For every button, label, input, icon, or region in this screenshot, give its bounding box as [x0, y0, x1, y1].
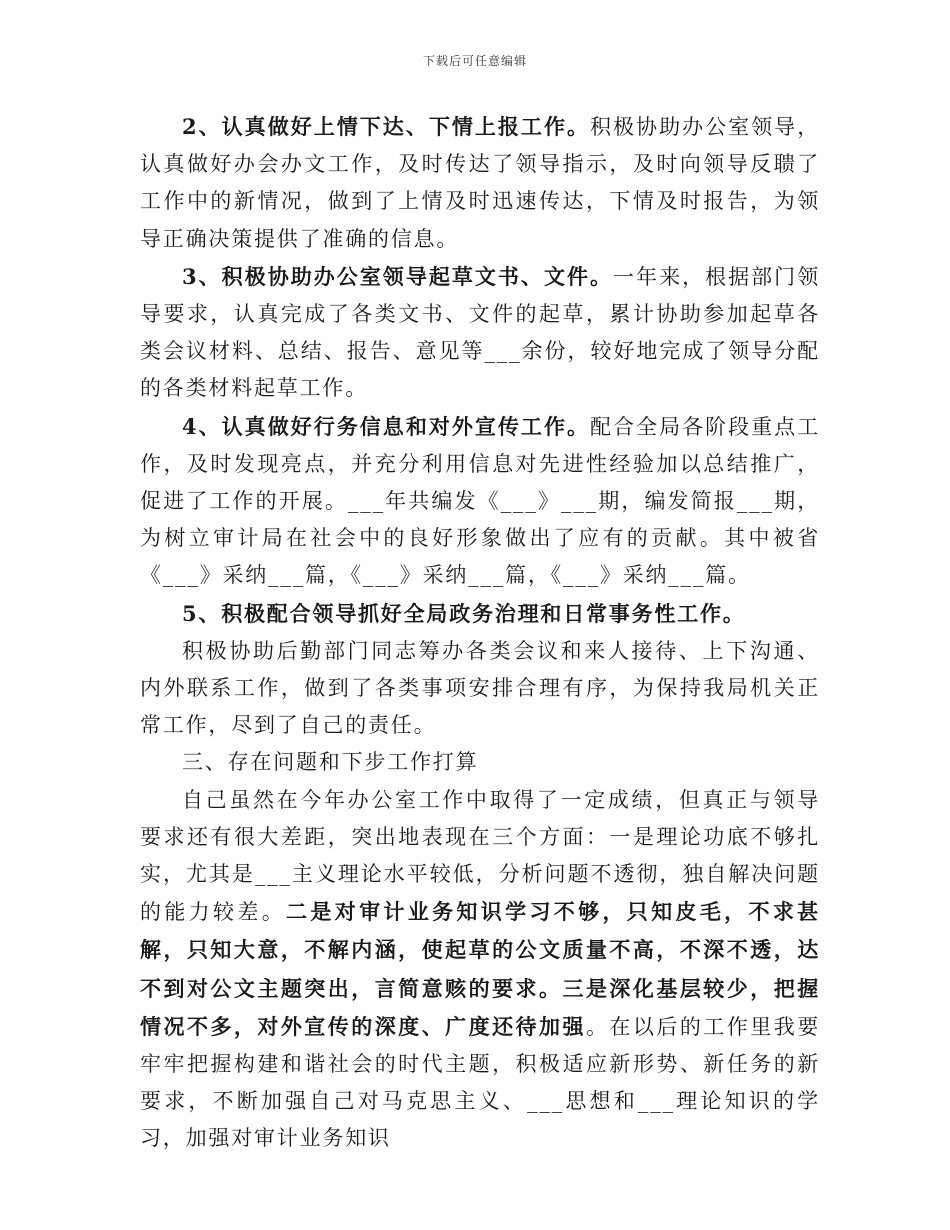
- page-header: 下载后可任意编辑: [422, 54, 527, 68]
- paragraph-text: 一年来，根据部门领导要求，认真完成了各类文书、文件的起草，累计协助参加起草各类会议材料、总结、报告、意见等___余份，较好地完成了领导分配的各类材料起草工作。: [140, 264, 821, 401]
- paragraph-text: 积极协助后勤部门同志筹办各类会议和来人接待、上下沟通、内外联系工作，做到了各类事项安排合理有序，为保持我局机关正常工作，尽到了自己的责任。: [140, 638, 820, 738]
- paragraph-support-work: [140, 633, 820, 745]
- paragraph-text: 自己虽然在今年办公室工作中取得了一定成绩，但真正与领导要求还有很大差距，突出地表现在三个方面：一是理论功底不够扎实，尤其是___主义理论水平较低，分析问题不透彻，独自解决问题的能力较差。: [140, 787, 820, 925]
- paragraph-item-2: [140, 108, 820, 258]
- paragraph-text: 配合全局各阶段重点工作，及时发现亮点，并充分利用信息对先进性经验加以总结推广，促进了工作的开展。___年共编发《___》___期，编发简报___期，为树立审计局在社会中的良好形象做出了应有的贡献。其中被省《___》采纳___篇，《___》采纳___篇，《___》采纳___篇。: [140, 414, 820, 588]
- paragraph-text-tail: 。在以后的工作里我要牢牢把握构建和谐社会的时代主题，积极适应新形势、新任务的新要求，不断加强自己对马克思主义、___思想和___理论知识的学习，加强对审计业务知识: [140, 1014, 820, 1151]
- section-heading: [140, 744, 820, 781]
- paragraph-problems: [140, 782, 820, 1158]
- document-body: [140, 108, 820, 1158]
- paragraph-item-4: [140, 408, 820, 595]
- paragraph-heading: 4、认真做好行务信息和对外宣传工作。: [182, 413, 590, 439]
- paragraph-item-3: [140, 258, 820, 408]
- paragraph-heading: 2、认真做好上情下达、下情上报工作。: [182, 114, 590, 139]
- paragraph-heading: 3、积极协助办公室领导起草文书、文件。: [182, 263, 614, 289]
- section-title: 三、存在问题和下步工作打算: [182, 750, 479, 775]
- paragraph-emphasis: 二是对审计业务知识学习不够，只知皮毛，不求甚解，只知大意，不解内涵，使起草的公文质量不高，不深不透，达不到对公文主题突出，言简意赅的要求。三是深化基层较少，把握情况不多，对外宣传的深度、广度还待加强: [140, 899, 820, 1039]
- paragraph-heading: 5、积极配合领导抓好全局政务治理和日常事务性工作。: [182, 600, 746, 626]
- paragraph-item-5: [140, 595, 820, 633]
- paragraph-text: 积极协助办公室领导，认真做好办会办文工作，及时传达了领导指示，及时向领导反聩了工作中的新情况，做到了上情及时迅速传达，下情及时报告，为领导正确决策提供了准确的信息。: [140, 115, 820, 251]
